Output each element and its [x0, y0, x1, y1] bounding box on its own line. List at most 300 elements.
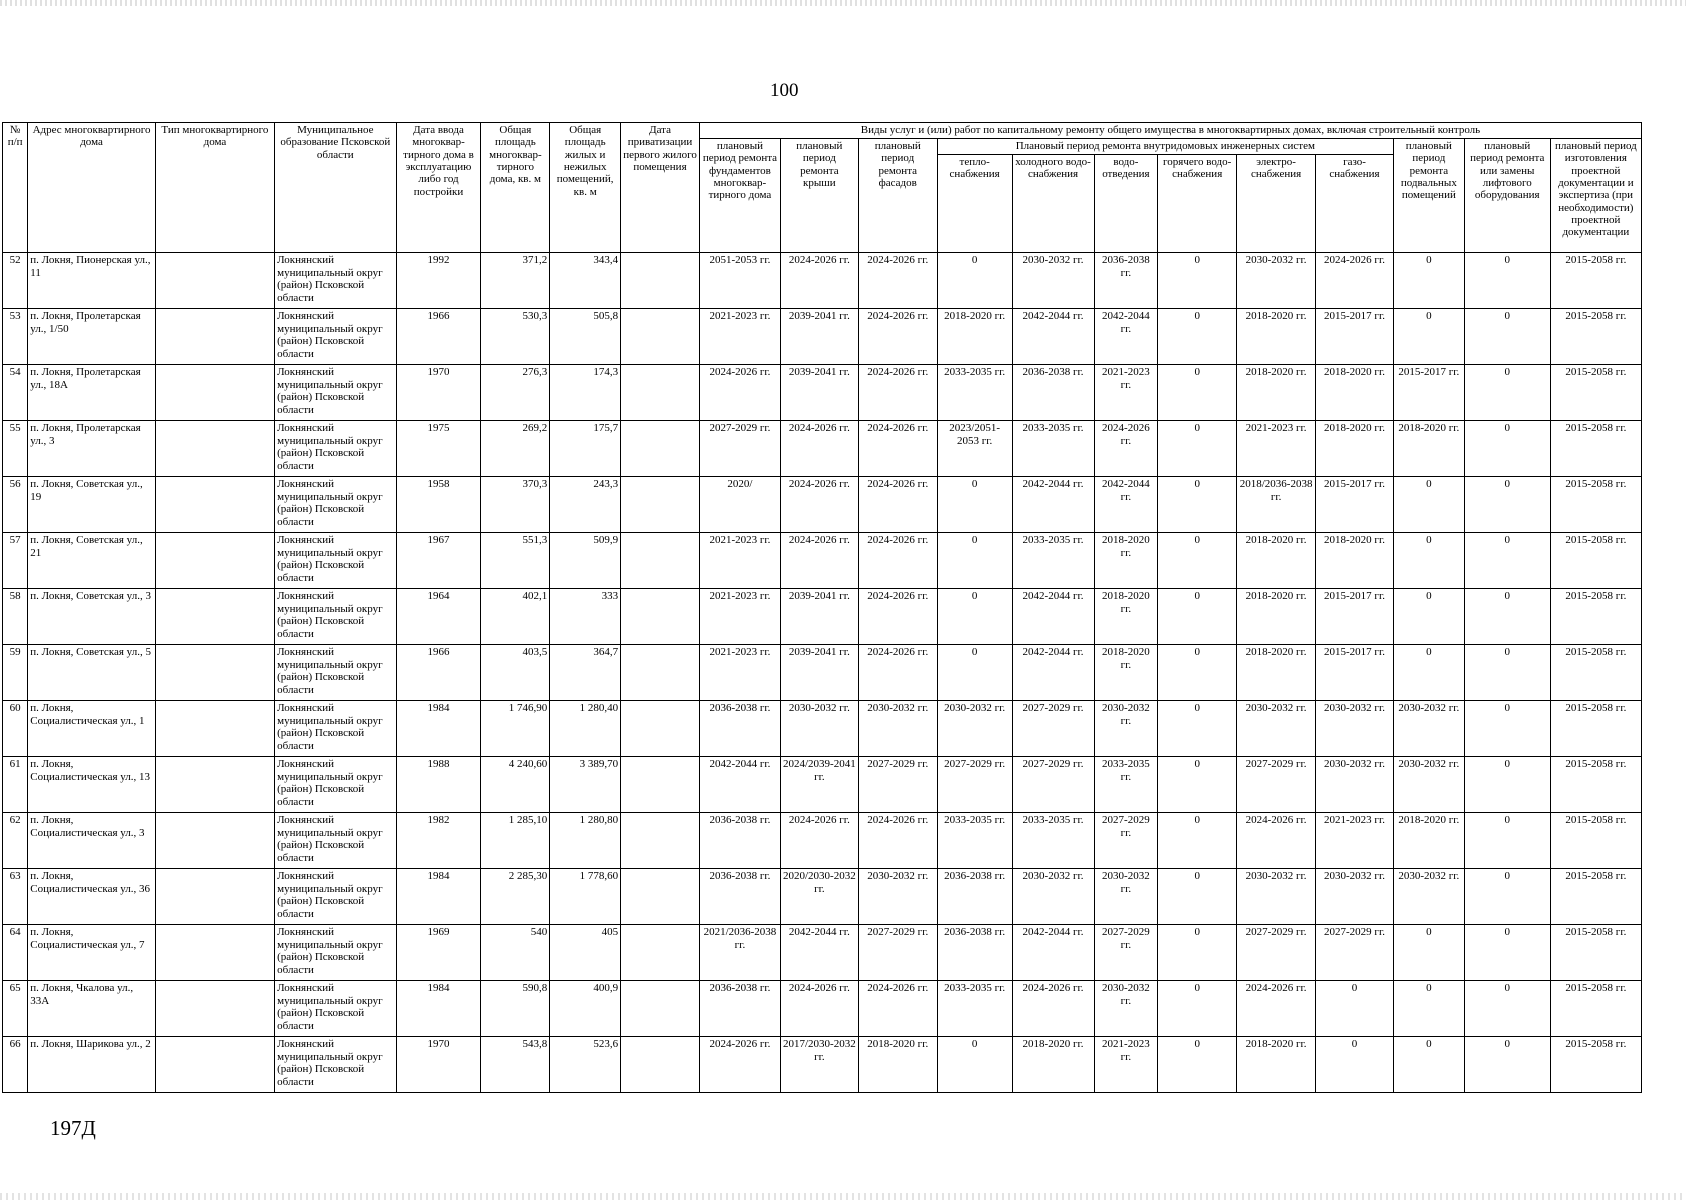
cell-roof: 2039-2041 гг.	[780, 645, 858, 701]
cell-hot-water: 0	[1158, 813, 1237, 869]
cell-municipality: Локнянский муниципальный округ (район) Псковской области	[275, 589, 396, 645]
cell-heat: 0	[937, 253, 1012, 309]
cell-roof: 2024-2026 гг.	[780, 477, 858, 533]
table-row	[3, 589, 1642, 645]
cell-num: 54	[3, 365, 28, 421]
cell-gas: 2030-2032 гг.	[1316, 701, 1394, 757]
cell-num: 60	[3, 701, 28, 757]
cell-foundation: 2021-2023 гг.	[699, 309, 780, 365]
cell-total-area: 551,3	[481, 533, 550, 589]
table-row	[3, 813, 1642, 869]
cell-cold-water: 2042-2044 гг.	[1012, 645, 1094, 701]
cell-basement: 0	[1393, 981, 1464, 1037]
cell-year: 1992	[396, 253, 481, 309]
cell-electric: 2018/2036-2038 гг.	[1237, 477, 1316, 533]
cell-address: п. Локня, Советская ул., 21	[28, 533, 155, 589]
cell-gas: 2021-2023 гг.	[1316, 813, 1394, 869]
cell-foundation: 2021/2036-2038 гг.	[699, 925, 780, 981]
cell-living-area: 364,7	[550, 645, 621, 701]
cell-cold-water: 2042-2044 гг.	[1012, 477, 1094, 533]
table-row	[3, 645, 1642, 701]
cell-year: 1967	[396, 533, 481, 589]
cell-gas: 2030-2032 гг.	[1316, 757, 1394, 813]
cell-basement: 2018-2020 гг.	[1393, 813, 1464, 869]
cell-total-area: 590,8	[481, 981, 550, 1037]
cell-hot-water: 0	[1158, 869, 1237, 925]
table-row	[3, 253, 1642, 309]
cell-foundation: 2021-2023 гг.	[699, 589, 780, 645]
cell-sewer: 2018-2020 гг.	[1094, 645, 1158, 701]
header-elevator: плановый период ремонта или замены лифтового оборудования	[1464, 139, 1550, 253]
cell-foundation: 2042-2044 гг.	[699, 757, 780, 813]
cell-hot-water: 0	[1158, 365, 1237, 421]
cell-year: 1970	[396, 365, 481, 421]
cell-type	[155, 645, 274, 701]
cell-heat: 2018-2020 гг.	[937, 309, 1012, 365]
cell-roof: 2017/2030-2032 гг.	[780, 1037, 858, 1093]
cell-type	[155, 421, 274, 477]
cell-facade: 2024-2026 гг.	[858, 253, 937, 309]
cell-facade: 2024-2026 гг.	[858, 813, 937, 869]
cell-total-area: 269,2	[481, 421, 550, 477]
cell-type	[155, 925, 274, 981]
cell-hot-water: 0	[1158, 981, 1237, 1037]
cell-sewer: 2027-2029 гг.	[1094, 925, 1158, 981]
cell-basement: 0	[1393, 645, 1464, 701]
cell-roof: 2024-2026 гг.	[780, 253, 858, 309]
cell-privatization	[621, 1037, 700, 1093]
cell-address: п. Локня, Социалистическая ул., 7	[28, 925, 155, 981]
cell-privatization	[621, 309, 700, 365]
cell-heat: 2030-2032 гг.	[937, 701, 1012, 757]
capital-repair-table	[2, 122, 1642, 1093]
cell-hot-water: 0	[1158, 645, 1237, 701]
cell-basement: 0	[1393, 925, 1464, 981]
cell-municipality: Локнянский муниципальный округ (район) Псковской области	[275, 365, 396, 421]
cell-num: 53	[3, 309, 28, 365]
cell-cold-water: 2042-2044 гг.	[1012, 309, 1094, 365]
cell-foundation: 2036-2038 гг.	[699, 981, 780, 1037]
header-foundation: плановый период ремонта фундаментов многоквар-тирного дома	[699, 139, 780, 253]
cell-living-area: 400,9	[550, 981, 621, 1037]
cell-facade: 2024-2026 гг.	[858, 365, 937, 421]
cell-total-area: 1 285,10	[481, 813, 550, 869]
cell-basement: 2015-2017 гг.	[1393, 365, 1464, 421]
cell-year: 1966	[396, 309, 481, 365]
cell-type	[155, 533, 274, 589]
cell-cold-water: 2033-2035 гг.	[1012, 813, 1094, 869]
cell-basement: 0	[1393, 309, 1464, 365]
cell-facade: 2024-2026 гг.	[858, 477, 937, 533]
cell-electric: 2018-2020 гг.	[1237, 309, 1316, 365]
cell-num: 62	[3, 813, 28, 869]
cell-address: п. Локня, Советская ул., 5	[28, 645, 155, 701]
header-living-area: Общая площадь жилых и нежилых помещений, кв. м	[550, 123, 621, 253]
cell-type	[155, 309, 274, 365]
cell-total-area: 402,1	[481, 589, 550, 645]
cell-electric: 2018-2020 гг.	[1237, 533, 1316, 589]
cell-address: п. Локня, Шарикова ул., 2	[28, 1037, 155, 1093]
cell-gas: 2018-2020 гг.	[1316, 533, 1394, 589]
cell-heat: 2023/2051-2053 гг.	[937, 421, 1012, 477]
cell-municipality: Локнянский муниципальный округ (район) Псковской области	[275, 981, 396, 1037]
cell-electric: 2018-2020 гг.	[1237, 365, 1316, 421]
cell-address: п. Локня, Пролетарская ул., 18А	[28, 365, 155, 421]
cell-living-area: 405	[550, 925, 621, 981]
cell-address: п. Локня, Советская ул., 19	[28, 477, 155, 533]
cell-sewer: 2018-2020 гг.	[1094, 589, 1158, 645]
cell-municipality: Локнянский муниципальный округ (район) Псковской области	[275, 253, 396, 309]
cell-sewer: 2021-2023 гг.	[1094, 1037, 1158, 1093]
cell-address: п. Локня, Социалистическая ул., 36	[28, 869, 155, 925]
header-heat: тепло-снабжения	[937, 155, 1012, 253]
cell-design: 2015-2058 гг.	[1550, 421, 1641, 477]
cell-elevator: 0	[1464, 477, 1550, 533]
cell-num: 55	[3, 421, 28, 477]
cell-cold-water: 2018-2020 гг.	[1012, 1037, 1094, 1093]
cell-cold-water: 2036-2038 гг.	[1012, 365, 1094, 421]
cell-cold-water: 2042-2044 гг.	[1012, 925, 1094, 981]
cell-gas: 2015-2017 гг.	[1316, 589, 1394, 645]
cell-total-area: 4 240,60	[481, 757, 550, 813]
cell-total-area: 2 285,30	[481, 869, 550, 925]
cell-hot-water: 0	[1158, 1037, 1237, 1093]
cell-facade: 2027-2029 гг.	[858, 757, 937, 813]
cell-electric: 2024-2026 гг.	[1237, 813, 1316, 869]
cell-privatization	[621, 925, 700, 981]
cell-roof: 2024-2026 гг.	[780, 421, 858, 477]
cell-sewer: 2018-2020 гг.	[1094, 533, 1158, 589]
cell-elevator: 0	[1464, 589, 1550, 645]
cell-facade: 2024-2026 гг.	[858, 645, 937, 701]
cell-heat: 2033-2035 гг.	[937, 813, 1012, 869]
cell-roof: 2039-2041 гг.	[780, 309, 858, 365]
cell-type	[155, 589, 274, 645]
cell-municipality: Локнянский муниципальный округ (район) Псковской области	[275, 645, 396, 701]
page-number: 100	[770, 80, 799, 101]
cell-gas: 2027-2029 гг.	[1316, 925, 1394, 981]
cell-living-area: 343,4	[550, 253, 621, 309]
cell-design: 2015-2058 гг.	[1550, 589, 1641, 645]
cell-facade: 2024-2026 гг.	[858, 533, 937, 589]
cell-address: п. Локня, Пионерская ул., 11	[28, 253, 155, 309]
cell-privatization	[621, 477, 700, 533]
cell-hot-water: 0	[1158, 309, 1237, 365]
header-gas: газо-снабжения	[1316, 155, 1394, 253]
table-row	[3, 701, 1642, 757]
cell-design: 2015-2058 гг.	[1550, 757, 1641, 813]
cell-total-area: 403,5	[481, 645, 550, 701]
cell-design: 2015-2058 гг.	[1550, 645, 1641, 701]
cell-cold-water: 2030-2032 гг.	[1012, 869, 1094, 925]
cell-year: 1969	[396, 925, 481, 981]
cell-roof: 2024-2026 гг.	[780, 813, 858, 869]
cell-design: 2015-2058 гг.	[1550, 925, 1641, 981]
table-row	[3, 1037, 1642, 1093]
cell-basement: 2030-2032 гг.	[1393, 869, 1464, 925]
cell-type	[155, 981, 274, 1037]
cell-municipality: Локнянский муниципальный округ (район) Псковской области	[275, 533, 396, 589]
cell-type	[155, 253, 274, 309]
cell-total-area: 276,3	[481, 365, 550, 421]
cell-facade: 2030-2032 гг.	[858, 701, 937, 757]
cell-elevator: 0	[1464, 757, 1550, 813]
cell-privatization	[621, 533, 700, 589]
cell-electric: 2027-2029 гг.	[1237, 925, 1316, 981]
cell-municipality: Локнянский муниципальный округ (район) Псковской области	[275, 309, 396, 365]
cell-privatization	[621, 869, 700, 925]
cell-type	[155, 701, 274, 757]
cell-heat: 0	[937, 533, 1012, 589]
header-facade: плановый период ремонта фасадов	[858, 139, 937, 253]
cell-foundation: 2021-2023 гг.	[699, 645, 780, 701]
table-row	[3, 477, 1642, 533]
cell-sewer: 2024-2026 гг.	[1094, 421, 1158, 477]
cell-design: 2015-2058 гг.	[1550, 981, 1641, 1037]
cell-living-area: 509,9	[550, 533, 621, 589]
cell-year: 1982	[396, 813, 481, 869]
cell-privatization	[621, 589, 700, 645]
cell-basement: 0	[1393, 253, 1464, 309]
cell-hot-water: 0	[1158, 701, 1237, 757]
cell-gas: 2018-2020 гг.	[1316, 421, 1394, 477]
cell-elevator: 0	[1464, 421, 1550, 477]
cell-electric: 2021-2023 гг.	[1237, 421, 1316, 477]
cell-elevator: 0	[1464, 533, 1550, 589]
cell-design: 2015-2058 гг.	[1550, 253, 1641, 309]
cell-num: 56	[3, 477, 28, 533]
cell-design: 2015-2058 гг.	[1550, 869, 1641, 925]
cell-foundation: 2024-2026 гг.	[699, 1037, 780, 1093]
cell-heat: 0	[937, 589, 1012, 645]
cell-living-area: 1 778,60	[550, 869, 621, 925]
cell-total-area: 530,3	[481, 309, 550, 365]
scan-edge-top	[0, 0, 1686, 6]
cell-design: 2015-2058 гг.	[1550, 309, 1641, 365]
cell-total-area: 540	[481, 925, 550, 981]
table-body	[3, 253, 1642, 1093]
cell-sewer: 2030-2032 гг.	[1094, 701, 1158, 757]
cell-privatization	[621, 813, 700, 869]
cell-electric: 2030-2032 гг.	[1237, 253, 1316, 309]
cell-foundation: 2027-2029 гг.	[699, 421, 780, 477]
cell-type	[155, 365, 274, 421]
cell-privatization	[621, 981, 700, 1037]
cell-living-area: 523,6	[550, 1037, 621, 1093]
header-num: № п/п	[3, 123, 28, 253]
cell-facade: 2024-2026 гг.	[858, 309, 937, 365]
cell-gas: 2024-2026 гг.	[1316, 253, 1394, 309]
cell-sewer: 2036-2038 гг.	[1094, 253, 1158, 309]
cell-elevator: 0	[1464, 309, 1550, 365]
cell-year: 1964	[396, 589, 481, 645]
cell-facade: 2030-2032 гг.	[858, 869, 937, 925]
cell-elevator: 0	[1464, 645, 1550, 701]
cell-basement: 0	[1393, 533, 1464, 589]
cell-design: 2015-2058 гг.	[1550, 365, 1641, 421]
cell-hot-water: 0	[1158, 477, 1237, 533]
cell-num: 66	[3, 1037, 28, 1093]
cell-electric: 2018-2020 гг.	[1237, 645, 1316, 701]
cell-heat: 2033-2035 гг.	[937, 981, 1012, 1037]
scan-edge-bottom	[0, 1193, 1686, 1200]
cell-municipality: Локнянский муниципальный округ (район) Псковской области	[275, 477, 396, 533]
cell-hot-water: 0	[1158, 533, 1237, 589]
cell-facade: 2027-2029 гг.	[858, 925, 937, 981]
cell-design: 2015-2058 гг.	[1550, 1037, 1641, 1093]
header-cold-water: холодного водо-снабжения	[1012, 155, 1094, 253]
cell-foundation: 2024-2026 гг.	[699, 365, 780, 421]
cell-living-area: 175,7	[550, 421, 621, 477]
table-row	[3, 365, 1642, 421]
cell-municipality: Локнянский муниципальный округ (район) Псковской области	[275, 757, 396, 813]
cell-num: 61	[3, 757, 28, 813]
cell-gas: 2015-2017 гг.	[1316, 477, 1394, 533]
cell-hot-water: 0	[1158, 925, 1237, 981]
cell-municipality: Локнянский муниципальный округ (район) Псковской области	[275, 813, 396, 869]
cell-elevator: 0	[1464, 253, 1550, 309]
cell-gas: 2015-2017 гг.	[1316, 309, 1394, 365]
header-municipality: Муниципальное образование Псковской области	[275, 123, 396, 253]
cell-address: п. Локня, Социалистическая ул., 13	[28, 757, 155, 813]
header-hot-water: горячего водо-снабжения	[1158, 155, 1237, 253]
table-row	[3, 925, 1642, 981]
cell-roof: 2024/2039-2041 гг.	[780, 757, 858, 813]
cell-type	[155, 757, 274, 813]
cell-privatization	[621, 365, 700, 421]
cell-hot-water: 0	[1158, 757, 1237, 813]
table-row	[3, 533, 1642, 589]
cell-num: 65	[3, 981, 28, 1037]
cell-address: п. Локня, Советская ул., 3	[28, 589, 155, 645]
cell-electric: 2030-2032 гг.	[1237, 869, 1316, 925]
cell-living-area: 505,8	[550, 309, 621, 365]
cell-year: 1966	[396, 645, 481, 701]
cell-num: 59	[3, 645, 28, 701]
cell-num: 52	[3, 253, 28, 309]
cell-roof: 2042-2044 гг.	[780, 925, 858, 981]
table-row	[3, 869, 1642, 925]
cell-gas: 0	[1316, 981, 1394, 1037]
cell-num: 64	[3, 925, 28, 981]
cell-living-area: 3 389,70	[550, 757, 621, 813]
cell-electric: 2027-2029 гг.	[1237, 757, 1316, 813]
cell-cold-water: 2027-2029 гг.	[1012, 701, 1094, 757]
cell-foundation: 2036-2038 гг.	[699, 701, 780, 757]
cell-cold-water: 2033-2035 гг.	[1012, 421, 1094, 477]
cell-living-area: 243,3	[550, 477, 621, 533]
cell-total-area: 1 746,90	[481, 701, 550, 757]
cell-electric: 2018-2020 гг.	[1237, 589, 1316, 645]
cell-elevator: 0	[1464, 981, 1550, 1037]
cell-address: п. Локня, Социалистическая ул., 3	[28, 813, 155, 869]
cell-type	[155, 1037, 274, 1093]
cell-year: 1984	[396, 981, 481, 1037]
cell-cold-water: 2042-2044 гг.	[1012, 589, 1094, 645]
header-design: плановый период изготовления проектной документации и экспертиза (при необходимости) проектной документации	[1550, 139, 1641, 253]
table-header	[3, 123, 1642, 253]
cell-design: 2015-2058 гг.	[1550, 533, 1641, 589]
cell-gas: 2015-2017 гг.	[1316, 645, 1394, 701]
cell-design: 2015-2058 гг.	[1550, 701, 1641, 757]
cell-foundation: 2036-2038 гг.	[699, 869, 780, 925]
cell-year: 1988	[396, 757, 481, 813]
cell-total-area: 371,2	[481, 253, 550, 309]
cell-roof: 2039-2041 гг.	[780, 365, 858, 421]
cell-gas: 2018-2020 гг.	[1316, 365, 1394, 421]
table-row	[3, 757, 1642, 813]
cell-total-area: 543,8	[481, 1037, 550, 1093]
header-works-group: Виды услуг и (или) работ по капитальному ремонту общего имущества в многоквартирных домах, включая строительный контроль	[699, 123, 1641, 139]
cell-heat: 0	[937, 645, 1012, 701]
cell-total-area: 370,3	[481, 477, 550, 533]
cell-sewer: 2042-2044 гг.	[1094, 477, 1158, 533]
cell-basement: 2030-2032 гг.	[1393, 701, 1464, 757]
cell-facade: 2018-2020 гг.	[858, 1037, 937, 1093]
header-basement: плановый период ремонта подвальных помещений	[1393, 139, 1464, 253]
cell-num: 63	[3, 869, 28, 925]
cell-heat: 2036-2038 гг.	[937, 925, 1012, 981]
cell-type	[155, 813, 274, 869]
cell-heat: 2036-2038 гг.	[937, 869, 1012, 925]
cell-cold-water: 2030-2032 гг.	[1012, 253, 1094, 309]
cell-hot-water: 0	[1158, 589, 1237, 645]
cell-living-area: 1 280,80	[550, 813, 621, 869]
cell-elevator: 0	[1464, 869, 1550, 925]
cell-year: 1970	[396, 1037, 481, 1093]
cell-basement: 2018-2020 гг.	[1393, 421, 1464, 477]
cell-foundation: 2021-2023 гг.	[699, 533, 780, 589]
table-row	[3, 309, 1642, 365]
cell-address: п. Локня, Пролетарская ул., 3	[28, 421, 155, 477]
cell-living-area: 1 280,40	[550, 701, 621, 757]
cell-cold-water: 2027-2029 гг.	[1012, 757, 1094, 813]
cell-sewer: 2021-2023 гг.	[1094, 365, 1158, 421]
cell-facade: 2024-2026 гг.	[858, 981, 937, 1037]
cell-heat: 0	[937, 1037, 1012, 1093]
cell-basement: 0	[1393, 477, 1464, 533]
header-privatization: Дата приватизации первого жилого помещения	[621, 123, 700, 253]
cell-electric: 2024-2026 гг.	[1237, 981, 1316, 1037]
header-electric: электро-снабжения	[1237, 155, 1316, 253]
cell-num: 57	[3, 533, 28, 589]
header-total-area: Общая площадь многоквар-тирного дома, кв. м	[481, 123, 550, 253]
cell-foundation: 2051-2053 гг.	[699, 253, 780, 309]
cell-cold-water: 2033-2035 гг.	[1012, 533, 1094, 589]
cell-sewer: 2030-2032 гг.	[1094, 981, 1158, 1037]
cell-sewer: 2027-2029 гг.	[1094, 813, 1158, 869]
table-row	[3, 981, 1642, 1037]
table-row	[3, 421, 1642, 477]
cell-year: 1975	[396, 421, 481, 477]
cell-address: п. Локня, Пролетарская ул., 1/50	[28, 309, 155, 365]
cell-municipality: Локнянский муниципальный округ (район) Псковской области	[275, 701, 396, 757]
cell-sewer: 2042-2044 гг.	[1094, 309, 1158, 365]
cell-hot-water: 0	[1158, 253, 1237, 309]
header-type: Тип многоквартирного дома	[155, 123, 274, 253]
cell-privatization	[621, 645, 700, 701]
cell-municipality: Локнянский муниципальный округ (район) Псковской области	[275, 925, 396, 981]
cell-year: 1984	[396, 869, 481, 925]
cell-municipality: Локнянский муниципальный округ (район) Псковской области	[275, 421, 396, 477]
cell-roof: 2020/2030-2032 гг.	[780, 869, 858, 925]
cell-type	[155, 477, 274, 533]
cell-roof: 2039-2041 гг.	[780, 589, 858, 645]
header-sewer: водо-отведения	[1094, 155, 1158, 253]
header-systems-group: Плановый период ремонта внутридомовых инженерных систем	[937, 139, 1393, 155]
cell-address: п. Локня, Чкалова ул., 33А	[28, 981, 155, 1037]
cell-year: 1984	[396, 701, 481, 757]
